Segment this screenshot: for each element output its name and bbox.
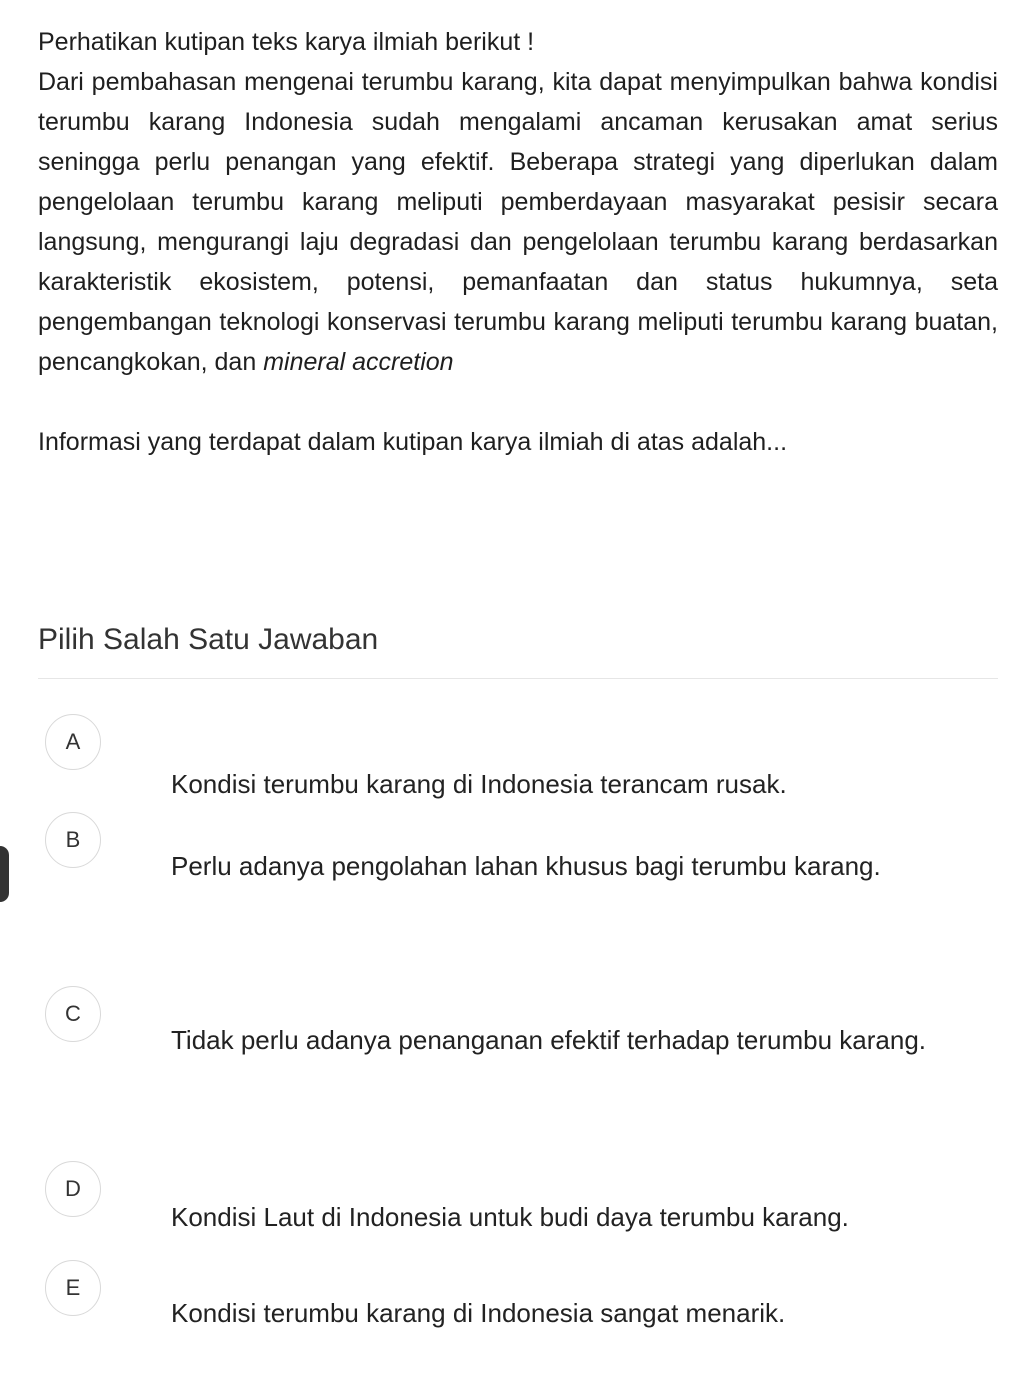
option-a-label[interactable]: Kondisi terumbu karang di Indonesia terancam rusak. [171,769,787,799]
question-title: Perhatikan kutipan teks karya ilmiah berikut ! [38,28,535,56]
option-b-label[interactable]: Perlu adanya pengolahan lahan khusus bagi terumbu karang. [171,851,881,881]
answer-section-header: Pilih Salah Satu Jawaban [38,618,998,679]
option-c-radio[interactable]: C [45,986,101,1042]
side-edge-handle [0,846,9,902]
question-block [38,22,998,462]
option-b-radio[interactable]: B [45,812,101,868]
option-e-radio[interactable]: E [45,1260,101,1316]
option-e-label[interactable]: Kondisi terumbu karang di Indonesia sangat menarik. [171,1298,786,1328]
option-c-label[interactable]: Tidak perlu adanya penanganan efektif terhadap terumbu karang. [171,1025,927,1055]
question-passage [38,62,998,382]
question-prompt: Informasi yang terdapat dalam kutipan karya ilmiah di atas adalah... [38,428,788,456]
option-a-radio[interactable]: A [45,714,101,770]
passage-text: Dari pembahasan mengenai terumbu karang, kita dapat menyimpulkan bahwa kondisi terumbu karang Indonesia sudah mengalami ancaman kerusakan amat serius seningga perlu penangan yang efektif. Beberapa strategi yang diperlukan dalam pengelolaan terumbu karang meliputi pemberdayaan masyarakat pesisir secara langsung, mengurangi laju degradasi dan pengelolaan terumbu karang berdasarkan karakteristik ekosistem, potensi, pemanfaatan dan status hukumnya, seta pengembangan teknologi konservasi terumbu karang meliputi terumbu karang buatan, pencangkokan, dan [38,68,998,376]
option-d-label[interactable]: Kondisi Laut di Indonesia untuk budi daya terumbu karang. [171,1202,849,1232]
option-d-radio[interactable]: D [45,1161,101,1217]
passage-italic-term: mineral accretion [263,348,454,376]
